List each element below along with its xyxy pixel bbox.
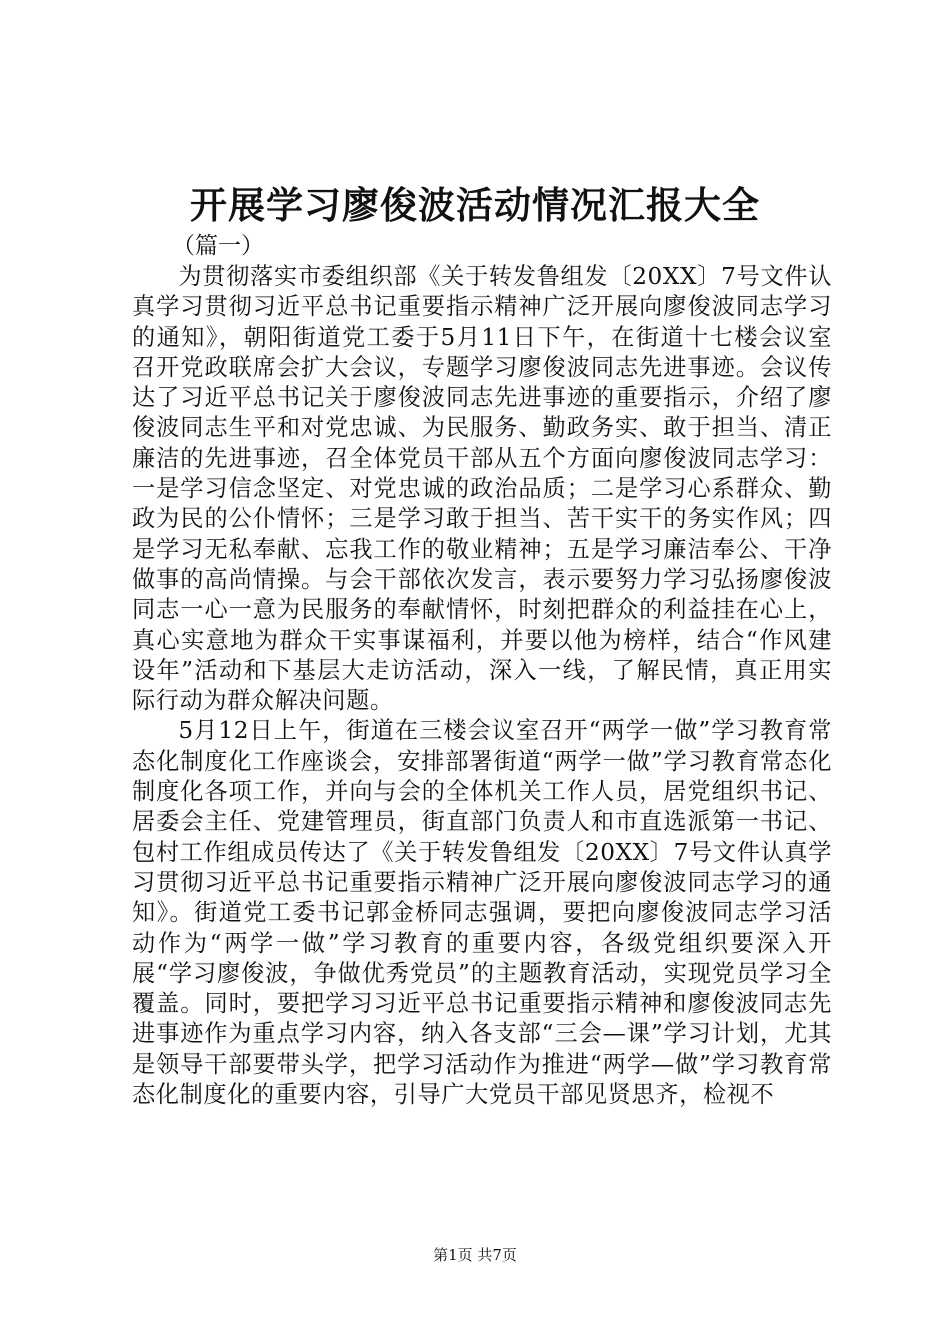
document-title: 开展学习廖俊波活动情况汇报大全 <box>190 183 760 227</box>
document-body <box>132 262 832 1110</box>
section-label: （篇一） <box>172 233 264 259</box>
body-paragraph: 为贯彻落实市委组织部《关于转发鲁组发〔20XX〕7号文件认真学习贯彻习近平总书记重要指示精神广泛开展向廖俊波同志学习的通知》，朝阳街道党工委于5月11日下午，在街道十七楼会议室召开党政联席会扩大会议，专题学习廖俊波同志先进事迹。会议传达了习近平总书记关于廖俊波同志先进事迹的重要指示，介绍了廖俊波同志生平和对党忠诚、为民服务、勤政务实、敢于担当、清正廉洁的先进事迹，召全体党员干部从五个方面向廖俊波同志学习：一是学习信念坚定、对党忠诚的政治品质；二是学习心系群众、勤政为民的公仆情怀；三是学习敢于担当、苦干实干的务实作风；四是学习无私奉献、忘我工作的敬业精神；五是学习廉洁奉公、干净做事的高尚情操。与会干部依次发言，表示要努力学习弘扬廖俊波同志一心一意为民服务的奉献情怀，时刻把群众的利益挂在心上，真心实意地为群众干实事谋福利，并要以他为榜样，结合“作风建设年”活动和下基层大走访活动，深入一线，了解民情，真正用实际行动为群众解决问题。 <box>132 263 832 715</box>
body-paragraph: 5月12日上午，街道在三楼会议室召开“两学一做”学习教育常态化制度化工作座谈会，安排部署街道“两学一做”学习教育常态化制度化各项工作，并向与会的全体机关工作人员，居党组织书记、居委会主任、党建管理员，街直部门负责人和市直选派第一书记、包村工作组成员传达了《关于转发鲁组发〔20XX〕7号文件认真学习贯彻习近平总书记重要指示精神广泛开展向廖俊波同志学习的通知》。街道党工委书记郭金桥同志强调，要把向廖俊波同志学习活动作为“两学一做”学习教育的重要内容，各级党组织要深入开展“学习廖俊波，争做优秀党员”的主题教育活动，实现党员学习全覆盖。同时，要把学习习近平总书记重要指示精神和廖俊波同志先进事迹作为重点学习内容，纳入各支部“三会—课”学习计划，尤其是领导干部要带头学，把学习活动作为推进“两学—做”学习教育常态化制度化的重要内容，引导广大党员干部见贤思齐，检视不 <box>132 717 832 1109</box>
page-number-footer: 第1页 共7页 <box>433 1246 517 1264</box>
